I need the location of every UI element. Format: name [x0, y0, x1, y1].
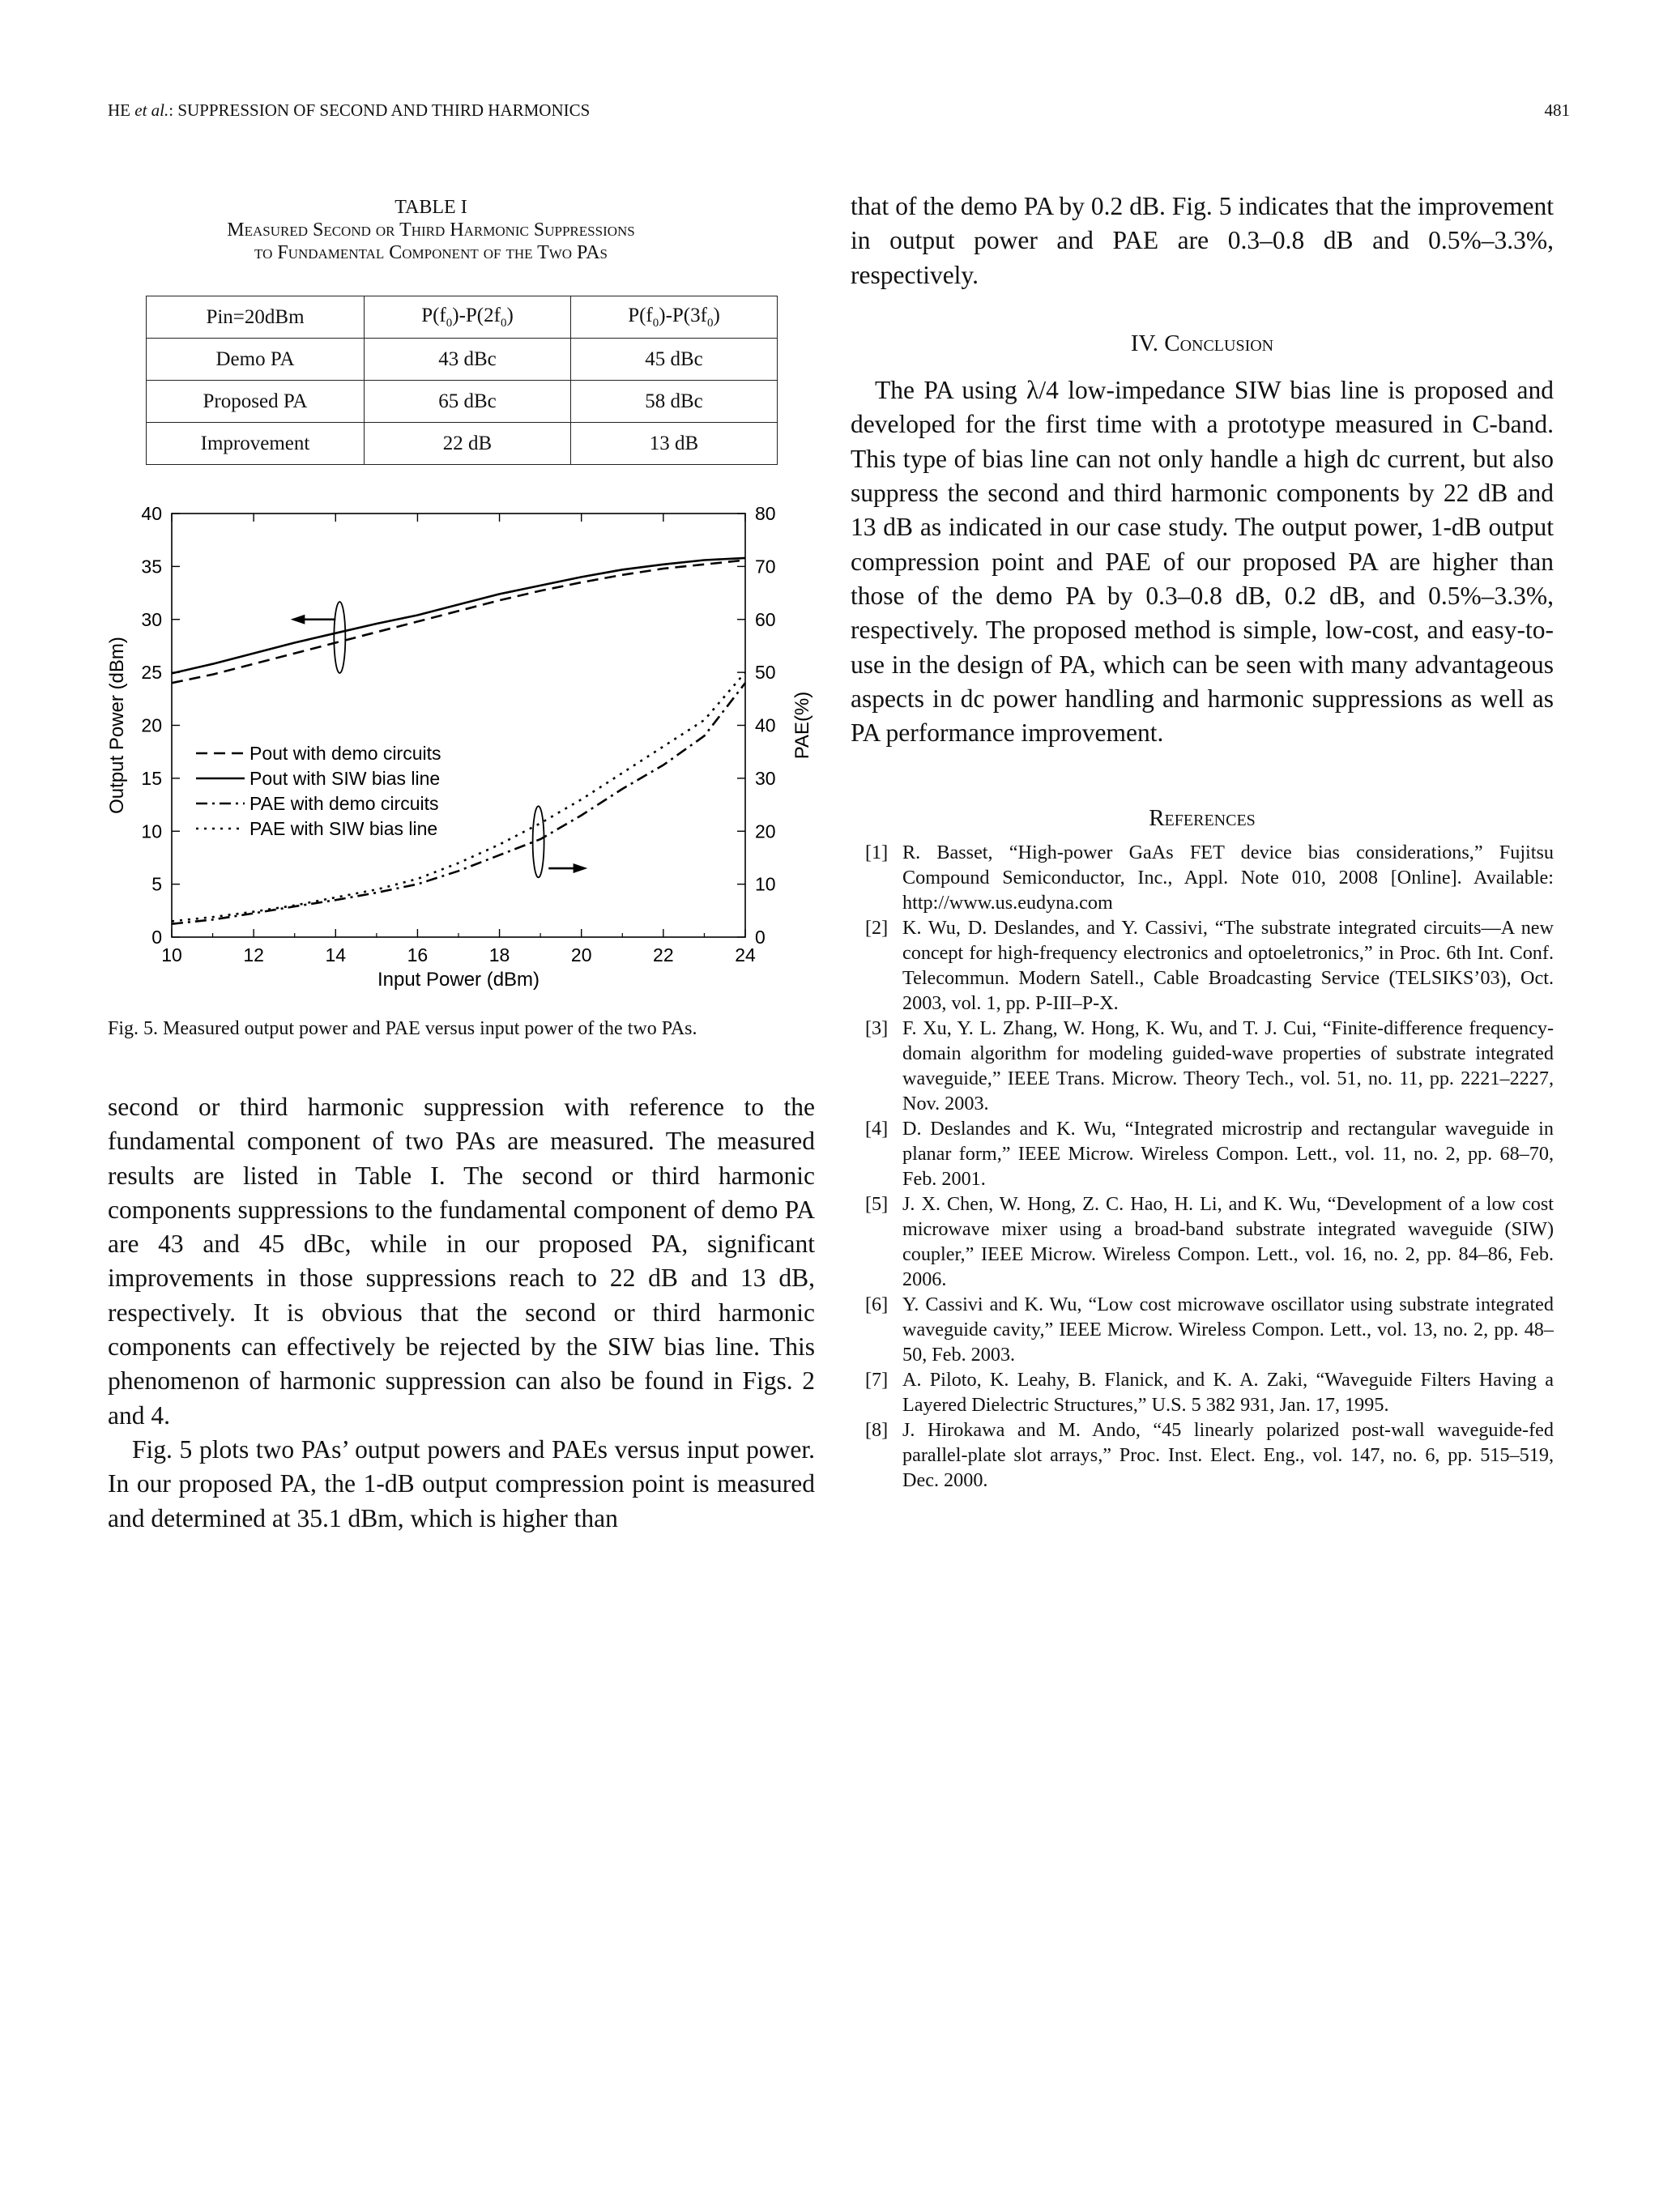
x-tick-label: 14: [325, 944, 347, 965]
reference-text: F. Xu, Y. L. Zhang, W. Hong, K. Wu, and T. J. Cui, “Finite-difference frequency-domain algorithm for modeling guided-wave properties of substrate integrated waveguide,” IEEE Trans. Microw. Theory Tech., vol. 51, no. 11, pp. 2221–2227, Nov. 2003.: [902, 1017, 1554, 1115]
y2-tick-label: 50: [755, 662, 776, 684]
y-axis-label: Output Power (dBm): [106, 637, 128, 814]
table-caption-line1: Measured Second or Third Harmonic Suppressions: [227, 219, 635, 241]
y-tick-label: 0: [151, 927, 162, 948]
y2-tick-label: 60: [755, 608, 776, 630]
table-1: [146, 296, 778, 465]
y2-tick-label: 70: [755, 556, 776, 578]
table-cell: Improvement: [147, 423, 365, 465]
y2-tick-label: 20: [755, 820, 776, 842]
y-tick-label: 20: [141, 714, 162, 736]
y2-tick-label: 80: [755, 503, 776, 524]
table-caption: [146, 196, 716, 264]
table-header-cell: $P(f_0)-P(3f_0)$: [571, 296, 778, 339]
y2-tick-label: 0: [755, 927, 766, 948]
reference-number: [1]: [865, 842, 889, 863]
series-line: [172, 558, 745, 674]
table-cell: Proposed PA: [147, 381, 365, 423]
reference-number: [6]: [865, 1294, 889, 1315]
references-heading: References: [1149, 805, 1256, 831]
y-tick-label: 35: [141, 556, 162, 578]
y-tick-label: 5: [151, 873, 162, 895]
x-tick-label: 16: [407, 944, 429, 965]
reference-item: [851, 1417, 1554, 1493]
reference-text: J. X. Chen, W. Hong, Z. C. Hao, H. Li, and K. Wu, “Development of a low cost microwave mixer using a broad-band substrate integrated waveguide (SIW) coupler,” IEEE Microw. Wireless Compon. Lett., vol. 16, no. 2, pp. 84–86, Feb. 2006.: [902, 1193, 1554, 1290]
table-caption-line2: to Fundamental Component of the Two PAs: [254, 242, 608, 263]
x-tick-label: 22: [653, 944, 674, 965]
table-header-row: [147, 296, 778, 339]
references-list: [851, 840, 1554, 1493]
right-column-text: [851, 190, 1554, 750]
chart-svg: [105, 502, 834, 1008]
reference-text: K. Wu, D. Deslandes, and Y. Cassivi, “The substrate integrated circuits—A new concept for high-frequency electronics and optoeletronics,” in Proc. 6th Int. Conf. Telecommun. Modern Satell., Cable Broadcasting Service (TELSIKS’03), Oct. 2003, vol. 1, pp. P-III–P-X.: [902, 917, 1554, 1014]
table-cell: 13 dB: [571, 423, 778, 465]
pae-ellipse: [533, 806, 544, 877]
reference-text: R. Basset, “High-power GaAs FET device bias considerations,” Fujitsu Compound Semiconductor, Inc., Appl. Note 010, 2008 [Online]. Available: http://www.us.eudyna.com: [902, 842, 1554, 914]
table-cell: 65 dBc: [365, 381, 571, 423]
left-column-text: [108, 1090, 815, 1536]
pout-arrowhead: [291, 615, 305, 624]
running-header: [108, 100, 590, 121]
header-authors: HE: [108, 100, 135, 120]
paragraph: The PA using λ/4 low-impedance SIW bias line is proposed and developed for the first time with a prototype measured in C-band. This type of bias line can not only handle a high dc current, but also suppress the second and third harmonic components by 22 dB and 13 dB as indicated in our case study. The output power, 1-dB output compression point and PAE of our proposed PA are higher than those of the demo PA by 0.3–0.8 dB, 0.2 dB, and 0.5%–3.3%, respectively. The proposed method is simple, low-cost, and easy-to-use in the design of PA, which can be seen with many advantageous aspects in dc power handling and harmonic suppressions as well as PA performance improvement.: [851, 376, 1554, 748]
pae-arrowhead: [574, 863, 588, 873]
table-header-cell: Pin=20dBm: [147, 296, 365, 339]
table-label: TABLE I: [394, 197, 467, 218]
x-tick-label: 18: [488, 944, 510, 965]
reference-item: [851, 915, 1554, 1016]
reference-text: Y. Cassivi and K. Wu, “Low cost microwave oscillator using substrate integrated waveguide cavity,” IEEE Microw. Wireless Compon. Lett., vol. 13, no. 2, pp. 48–50, Feb. 2003.: [902, 1294, 1554, 1366]
header-title: : SUPPRESSION OF SECOND AND THIRD HARMONICS: [168, 100, 591, 120]
reference-number: [5]: [865, 1193, 889, 1215]
legend-label: PAE with SIW bias line: [249, 818, 438, 839]
chart-series: [172, 558, 745, 924]
plot-frame: [172, 514, 745, 937]
reference-number: [7]: [865, 1369, 889, 1391]
y-tick-label: 25: [141, 662, 162, 684]
page-number: 481: [1544, 100, 1570, 120]
figure-5-chart: [105, 502, 834, 1012]
reference-text: D. Deslandes and K. Wu, “Integrated microstrip and rectangular waveguide in planar form,” IEEE Microw. Wireless Compon. Lett., vol. 11, no. 2, pp. 68–70, Feb. 2001.: [902, 1118, 1554, 1190]
reference-number: [3]: [865, 1017, 889, 1039]
table-cell: 58 dBc: [571, 381, 778, 423]
y-tick-label: 10: [141, 820, 162, 842]
reference-number: [4]: [865, 1118, 889, 1140]
reference-item: [851, 1191, 1554, 1292]
table-cell: 45 dBc: [571, 339, 778, 381]
y2-axis-label: PAE(%): [791, 691, 813, 760]
table-cell: Demo PA: [147, 339, 365, 381]
x-tick-label: 20: [570, 944, 592, 965]
paragraph: Fig. 5 plots two PAs’ output powers and PAEs versus input power. In our proposed PA, the 1-dB output compression point is measured and determined at 35.1 dBm, which is higher than: [108, 1434, 815, 1532]
header-etal: et al.: [134, 100, 169, 120]
x-tick-label: 10: [161, 944, 182, 965]
reference-item: [851, 1016, 1554, 1116]
series-line: [172, 560, 745, 684]
y-tick-label: 15: [141, 767, 162, 789]
y2-tick-label: 40: [755, 714, 776, 736]
y2-tick-label: 30: [755, 767, 776, 789]
x-tick-label: 12: [243, 944, 264, 965]
x-tick-label: 24: [735, 944, 756, 965]
table-row: [147, 381, 778, 423]
section-heading: IV. Conclusion: [1130, 330, 1274, 356]
table-cell: 43 dBc: [365, 339, 571, 381]
reference-text: A. Piloto, K. Leahy, B. Flanick, and K. A. Zaki, “Waveguide Filters Having a Layered Dielectric Structures,” U.S. 5 382 931, Jan. 17, 1995.: [902, 1369, 1554, 1416]
table-cell: 22 dB: [365, 423, 571, 465]
y-tick-label: 40: [141, 503, 162, 524]
figure-caption: Fig. 5. Measured output power and PAE versus input power of the two PAs.: [108, 1018, 697, 1039]
table-header-cell: $P(f_0)-P(2f_0)$: [365, 296, 571, 339]
table-row: [147, 423, 778, 465]
reference-item: [851, 1116, 1554, 1191]
reference-number: [8]: [865, 1419, 889, 1441]
paragraph: that of the demo PA by 0.2 dB. Fig. 5 indicates that the improvement in output power and PAE are 0.3–0.8 dB and 0.5%–3.3%, respectively.: [851, 192, 1554, 289]
pout-ellipse: [334, 602, 345, 673]
y2-tick-label: 10: [755, 873, 776, 895]
reference-item: [851, 1367, 1554, 1417]
paragraph: second or third harmonic suppression with reference to the fundamental component of two PAs are measured. The measured results are listed in Table I. The second or third harmonic components suppressions to the fundamental component of demo PA are 43 and 45 dBc, while in our proposed PA, significant improvements in those suppressions reach to 22 dB and 13 dB, respectively. It is obvious that the second or third harmonic components can effectively be rejected by the SIW bias line. This phenomenon of harmonic suppression can also be found in Figs. 2 and 4.: [108, 1093, 815, 1430]
y-tick-label: 30: [141, 608, 162, 630]
legend-label: Pout with demo circuits: [249, 743, 441, 764]
legend-label: PAE with demo circuits: [249, 793, 439, 814]
chart-legend: [196, 743, 441, 839]
reference-item: [851, 1292, 1554, 1367]
x-axis-label: Input Power (dBm): [377, 969, 540, 991]
reference-number: [2]: [865, 917, 889, 939]
legend-label: Pout with SIW bias line: [249, 768, 441, 789]
reference-text: J. Hirokawa and M. Ando, “45 linearly polarized post-wall waveguide-fed parallel-plate slot arrays,” Proc. Inst. Elect. Eng., vol. 147, no. 6, pp. 515–519, Dec. 2000.: [902, 1419, 1554, 1491]
reference-item: [851, 840, 1554, 915]
table-row: [147, 339, 778, 381]
